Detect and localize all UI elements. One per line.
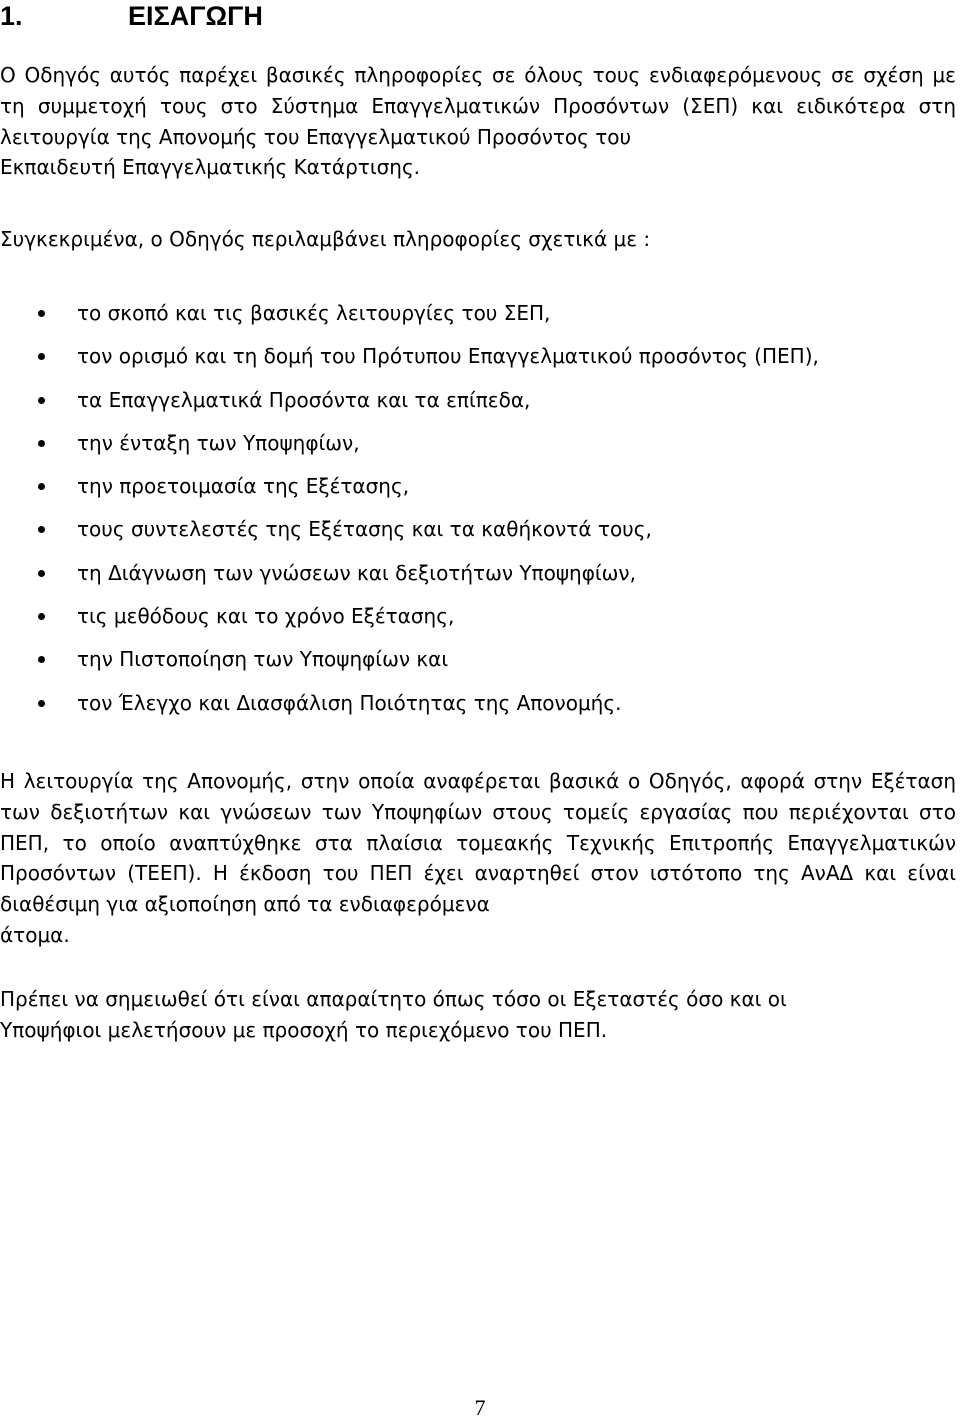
function-paragraph-body: Η λειτουργία της Απονομής, στην οποία αναφέρεται βασικά ο Οδηγός, αφορά στην Εξέταση των δεξιοτήτων και γνώσεων των Υποψηφίων στους τομείς εργασίας που περιέχονται στο ΠΕΠ, το οποίο αναπτύχθηκε στα πλαίσια τομεακής Τεχνικής Επιτροπής Επαγγελματικών Προσόντων (ΤΕΕΠ). Η έκδοση του ΠΕΠ έχει αναρτηθεί στον ιστότοπο της ΑνΑΔ και είναι διαθέσιμη για αξιοποίηση από τα ενδιαφερόμενα <box>0 769 956 917</box>
bullet-icon <box>38 700 45 707</box>
bullet-icon <box>38 353 45 360</box>
bullet-icon <box>38 483 45 490</box>
bullet-icon <box>38 570 45 577</box>
list-lead-sentence: Συγκεκριμένα, ο Οδηγός περιλαμβάνει πληροφορίες σχετικά με : <box>0 227 651 251</box>
section-title: ΕΙΣΑΓΩΓΗ <box>128 1 263 31</box>
intro-paragraph-body: Ο Οδηγός αυτός παρέχει βασικές πληροφορίες σε όλους τους ενδιαφερόμενους σε σχέση με τη συμμετοχή τους στο Σύστημα Επαγγελματικών Προσόντων (ΣΕΠ) και ειδικότερα στη λειτουργία της Απονομής του Επαγγελματικού Προσόντος του <box>0 63 956 149</box>
intro-paragraph-last-line: Εκπαιδευτή Επαγγελματικής Κατάρτισης. <box>0 155 421 180</box>
bullet-icon <box>38 310 45 317</box>
section-number: 1. <box>0 1 23 31</box>
list-item-text: την προετοιμασία της Εξέτασης, <box>77 474 410 499</box>
bullet-icon <box>38 613 45 620</box>
note-paragraph <box>0 984 956 1046</box>
list-item-text: την ένταξη των Υποψηφίων, <box>77 430 360 455</box>
list-item-text: τον Έλεγχο και Διασφάλιση Ποιότητας της Απονομής. <box>77 690 622 715</box>
list-item-text: το σκοπό και τις βασικές λειτουργίες του ΣΕΠ, <box>77 301 551 325</box>
bullet-icon <box>38 526 45 533</box>
list-item-text: τη Διάγνωση των γνώσεων και δεξιοτήτων Υποψηφίων, <box>77 560 636 585</box>
list-item-text: την Πιστοποίηση των Υποψηφίων και <box>77 647 449 672</box>
bullet-icon <box>38 397 45 404</box>
page-number: 7 <box>474 1395 486 1420</box>
note-paragraph-body: Πρέπει να σημειωθεί ότι είναι απαραίτητο όπως τόσο οι Εξεταστές όσο και οι <box>0 987 787 1011</box>
function-paragraph-last-line: άτομα. <box>0 922 70 947</box>
list-item-text: τον ορισμό και τη δομή του Πρότυπου Επαγγελματικού προσόντος (ΠΕΠ), <box>77 344 819 369</box>
bullet-icon <box>38 440 45 447</box>
note-paragraph-last-line: Υποψήφιοι μελετήσουν με προσοχή το περιεχόμενο του ΠΕΠ. <box>0 1017 608 1042</box>
section-heading <box>0 0 263 32</box>
function-paragraph <box>0 766 956 951</box>
intro-paragraph <box>0 60 956 183</box>
list-item-text: τα Επαγγελματικά Προσόντα και τα επίπεδα, <box>77 387 531 412</box>
list-item-text: τους συντελεστές της Εξέτασης και τα καθήκοντά τους, <box>77 517 652 542</box>
bullet-icon <box>38 656 45 663</box>
list-item-text: τις μεθόδους και το χρόνο Εξέτασης, <box>77 604 455 629</box>
